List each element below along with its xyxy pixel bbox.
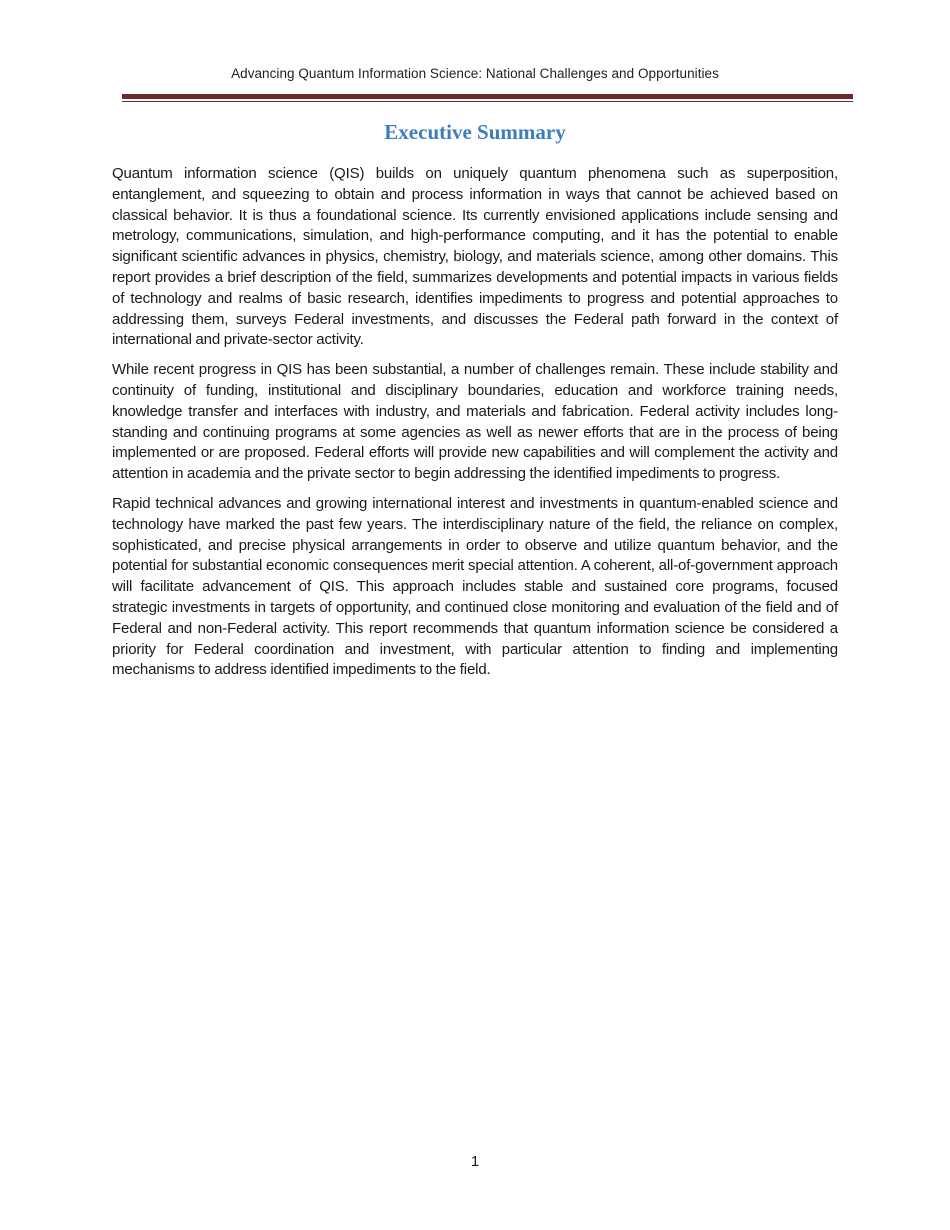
paragraph: Quantum information science (QIS) builds on uniquely quantum phenomena such as superposition, entanglement, and squeezing to obtain and process information in ways that cannot be achieved based on classical behavior. It is thus a foundational science. Its currently envisioned applications include sensing and metrology, communications, simulation, and high-performance computing, and it has the potential to enable significant scientific advances in physics, chemistry, biology, and materials science, among other domains. This report provides a brief description of the field, summarizes developments and potential impacts in various fields of technology and realms of basic research, identifies impediments to progress and potential approaches to addressing them, surveys Federal investments, and discusses the Federal path forward in the context of international and private-sector activity.	[112, 165, 838, 349]
running-header: Advancing Quantum Information Science: National Challenges and Opportunities	[231, 66, 719, 81]
section-title: Executive Summary	[384, 120, 566, 144]
body-text	[112, 164, 838, 690]
header-rule-thick	[122, 94, 853, 99]
header-rule-thin	[122, 101, 853, 103]
paragraph: Rapid technical advances and growing international interest and investments in quantum-enabled science and technology have marked the past few years. The interdisciplinary nature of the field, the reliance on complex, sophisticated, and precise physical arrangements in order to observe and utilize quantum behavior, and the potential for substantial economic consequences merit special attention. A coherent, all-of-government approach will facilitate advancement of QIS. This approach includes stable and sustained core programs, focused strategic investments in targets of opportunity, and continued close monitoring and evaluation of the field and of Federal and non-Federal activity. This report recommends that quantum information science be considered a priority for Federal coordination and investment, with particular attention to finding and implementing mechanisms to address identified impediments to the field.	[112, 494, 838, 679]
page-number: 1	[470, 1153, 480, 1170]
paragraph: While recent progress in QIS has been substantial, a number of challenges remain. These include stability and continuity of funding, institutional and disciplinary boundaries, education and workforce training needs, knowledge transfer and interfaces with industry, and materials and fabrication. Federal activity includes long-standing and continuing programs at some agencies as well as newer efforts that are in the process of being implemented or are proposed. Federal efforts will provide new capabilities and will complement the activity and attention in academia and the private sector to begin addressing the identified impediments to progress.	[112, 361, 838, 483]
